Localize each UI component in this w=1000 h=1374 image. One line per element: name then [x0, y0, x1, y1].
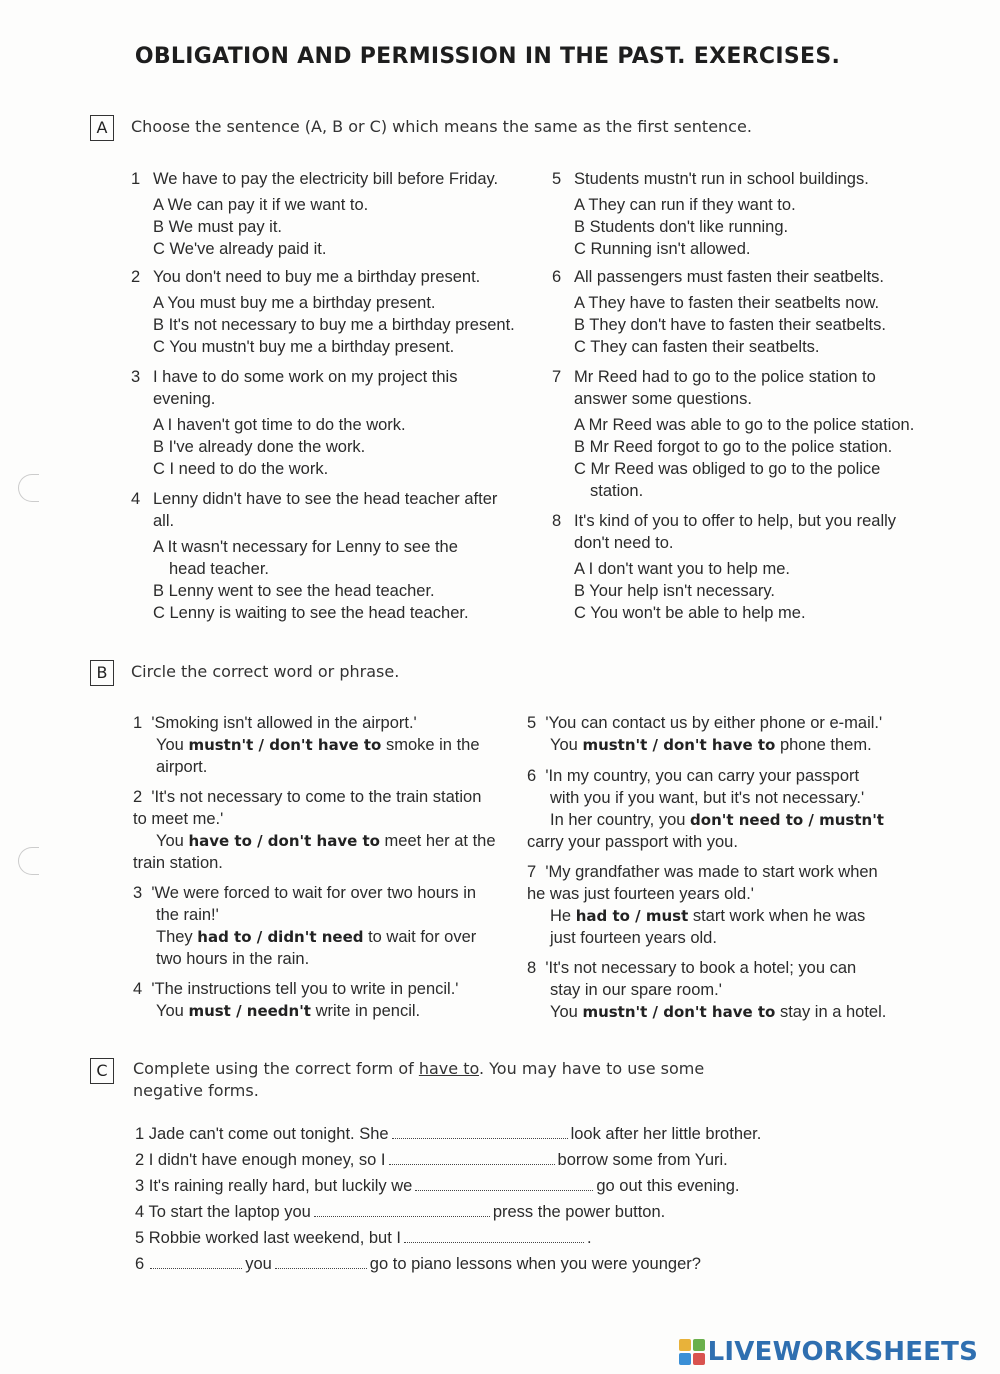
option-c[interactable]: C You won't be able to help me.: [574, 604, 806, 622]
question-b8: [527, 957, 886, 1023]
question-quote: 'My grandfather was made to start work when: [545, 863, 878, 881]
question-number: 4: [131, 490, 141, 508]
question-c4: [135, 1203, 665, 1222]
question-number: 3: [131, 368, 141, 386]
option-b[interactable]: B Students don't like running.: [574, 218, 789, 236]
option-b[interactable]: B Your help isn't necessary.: [574, 582, 775, 600]
sentence-start: You: [156, 736, 189, 754]
question-c5: [135, 1229, 592, 1248]
sentence-end: stay in a hotel.: [775, 1003, 887, 1021]
option-a[interactable]: A They have to fasten their seatbelts now.: [574, 294, 880, 312]
question-a5: [552, 168, 914, 266]
question-text: don't need to.: [574, 534, 674, 552]
question-b4: [133, 978, 458, 1022]
question-number: 8: [527, 959, 537, 977]
section-a-right-column: [552, 168, 914, 624]
choice-options[interactable]: mustn't / don't have to: [582, 736, 776, 754]
answer-blank[interactable]: [392, 1126, 568, 1139]
section-b-label: B: [90, 660, 114, 686]
sentence-end: to wait for over: [363, 928, 477, 946]
section-a-instruction: Choose the sentence (A, B or C) which means the same as the first sentence.: [131, 117, 752, 136]
option-b[interactable]: B It's not necessary to buy me a birthday present.: [153, 316, 515, 334]
option-a[interactable]: A I haven't got time to do the work.: [153, 416, 406, 434]
question-number: 2: [133, 788, 143, 806]
question-number: 1: [133, 714, 143, 732]
question-text: all.: [153, 512, 175, 530]
question-number: 5: [552, 170, 562, 188]
question-quote: 'You can contact us by either phone or e-mail.': [545, 714, 883, 732]
sentence-start: You: [156, 832, 189, 850]
question-text: You don't need to buy me a birthday present.: [153, 268, 481, 286]
option-a[interactable]: A It wasn't necessary for Lenny to see the: [153, 538, 458, 556]
instruction-text: Complete using the correct form of: [133, 1059, 419, 1078]
answer-blank[interactable]: [275, 1256, 367, 1269]
sentence-end: smoke in the: [381, 736, 480, 754]
sentence-tail: carry your passport with you.: [527, 833, 738, 851]
sentence-tail: airport.: [156, 758, 208, 776]
question-quote: the rain!': [156, 906, 219, 924]
sentence-middle: you: [245, 1255, 272, 1273]
sentence-end: start work when he was: [688, 907, 866, 925]
sentence-end: borrow some from Yuri.: [557, 1151, 728, 1169]
question-number: 5: [527, 714, 537, 732]
question-quote: 'Smoking isn't allowed in the airport.': [151, 714, 417, 732]
question-quote: 'It's not necessary to come to the train station: [151, 788, 482, 806]
sentence-start: 3 It's raining really hard, but luckily we: [135, 1177, 413, 1195]
choice-options[interactable]: don't need to / mustn't: [690, 811, 884, 829]
question-quote: 'It's not necessary to book a hotel; you can: [545, 959, 857, 977]
instruction-emphasis: have to: [418, 1059, 479, 1078]
option-b[interactable]: B Mr Reed forgot to go to the police station.: [574, 438, 893, 456]
question-text: All passengers must fasten their seatbelts.: [574, 268, 884, 286]
instruction-text: negative forms.: [133, 1081, 259, 1100]
question-quote: 'The instructions tell you to write in pencil.': [151, 980, 459, 998]
choice-options[interactable]: have to / don't have to: [188, 832, 380, 850]
question-quote: with you if you want, but it's not necessary.': [550, 789, 865, 807]
answer-blank[interactable]: [314, 1204, 490, 1217]
question-text: answer some questions.: [574, 390, 752, 408]
question-number: 6: [135, 1255, 145, 1273]
question-a4: [131, 488, 515, 624]
sentence-start: In her country, you: [550, 811, 691, 829]
answer-blank[interactable]: [415, 1178, 593, 1191]
sentence-start: You: [550, 1003, 583, 1021]
sentence-tail: just fourteen years old.: [550, 929, 717, 947]
question-b5: [527, 712, 882, 756]
question-a2: [131, 266, 515, 366]
question-number: 8: [552, 512, 562, 530]
option-c[interactable]: C Lenny is waiting to see the head teacher.: [153, 604, 469, 622]
question-b6: [527, 765, 884, 853]
sentence-start: 1 Jade can't come out tonight. She: [135, 1125, 389, 1143]
option-b[interactable]: B Lenny went to see the head teacher.: [153, 582, 435, 600]
option-a[interactable]: A We can pay it if we want to.: [153, 196, 369, 214]
question-text: Mr Reed had to go to the police station to: [574, 368, 876, 386]
section-c-instruction: [133, 1058, 704, 1102]
question-quote: 'We were forced to wait for over two hours in: [151, 884, 477, 902]
section-b-instruction: Circle the correct word or phrase.: [131, 662, 400, 681]
answer-blank[interactable]: [150, 1256, 242, 1269]
option-b[interactable]: B I've already done the work.: [153, 438, 366, 456]
question-a6: [552, 266, 914, 366]
question-quote: stay in our spare room.': [550, 981, 722, 999]
sentence-start: 4 To start the laptop you: [135, 1203, 311, 1221]
option-c[interactable]: C Mr Reed was obliged to go to the police: [574, 460, 881, 478]
question-number: 1: [131, 170, 141, 188]
sentence-end: press the power button.: [492, 1203, 666, 1221]
option-b[interactable]: B They don't have to fasten their seatbelts.: [574, 316, 886, 334]
choice-options[interactable]: mustn't / don't have to: [582, 1003, 776, 1021]
sentence-end: look after her little brother.: [570, 1125, 762, 1143]
choice-options[interactable]: must / needn't: [188, 1002, 311, 1020]
question-c6: [135, 1255, 701, 1274]
option-c[interactable]: C We've already paid it.: [153, 240, 327, 258]
sentence-end: meet her at the: [379, 832, 496, 850]
sentence-end: .: [587, 1229, 592, 1247]
question-a8: [552, 510, 914, 624]
option-a[interactable]: A I don't want you to help me.: [574, 560, 790, 578]
section-c-label: C: [90, 1058, 114, 1084]
question-quote: to meet me.': [133, 810, 224, 828]
page-title: OBLIGATION AND PERMISSION IN THE PAST. EXERCISES.: [134, 44, 841, 69]
option-a[interactable]: A They can run if they want to.: [574, 196, 796, 214]
question-number: 6: [552, 268, 562, 286]
question-quote: he was just fourteen years old.': [527, 885, 754, 903]
sentence-start: They: [156, 928, 198, 946]
logo-text: LIVEWORKSHEETS: [707, 1337, 978, 1367]
sentence-tail: train station.: [133, 854, 223, 872]
option-b[interactable]: B We must pay it.: [153, 218, 282, 236]
question-a3: [131, 366, 515, 488]
question-text: evening.: [153, 390, 216, 408]
option-c-continued[interactable]: station.: [590, 482, 644, 500]
question-b7: [527, 861, 878, 949]
logo-icon: [679, 1339, 705, 1365]
question-number: 2: [131, 268, 141, 286]
question-text: Lenny didn't have to see the head teacher after: [153, 490, 498, 508]
sentence-end: go to piano lessons when you were younger?: [369, 1255, 701, 1273]
choice-options[interactable]: mustn't / don't have to: [188, 736, 382, 754]
question-number: 7: [552, 368, 562, 386]
section-a-label: A: [90, 115, 114, 141]
punch-hole: [18, 847, 39, 875]
sentence-start: You: [550, 736, 583, 754]
answer-blank[interactable]: [404, 1230, 584, 1243]
question-number: 3: [133, 884, 143, 902]
choice-options[interactable]: had to / must: [575, 907, 689, 925]
choice-options[interactable]: had to / didn't need: [197, 928, 364, 946]
sentence-end: go out this evening.: [596, 1177, 740, 1195]
option-c[interactable]: C They can fasten their seatbelts.: [574, 338, 820, 356]
sentence-start: 2 I didn't have enough money, so I: [135, 1151, 386, 1169]
liveworksheets-logo: [679, 1338, 978, 1366]
sentence-start: 5 Robbie worked last weekend, but I: [135, 1229, 401, 1247]
section-a-left-column: [131, 168, 515, 624]
answer-blank[interactable]: [389, 1152, 555, 1165]
question-c2: [135, 1151, 728, 1170]
sentence-start: You: [156, 1002, 189, 1020]
sentence-end: phone them.: [775, 736, 872, 754]
option-c[interactable]: C Running isn't allowed.: [574, 240, 751, 258]
question-b1: [133, 712, 480, 778]
question-number: 4: [133, 980, 143, 998]
instruction-text: . You may have to use some: [478, 1059, 705, 1078]
question-text: I have to do some work on my project this: [153, 368, 458, 386]
option-a-continued[interactable]: head teacher.: [169, 560, 269, 578]
option-a[interactable]: A You must buy me a birthday present.: [153, 294, 436, 312]
question-c3: [135, 1177, 739, 1196]
sentence-start: He: [550, 907, 576, 925]
option-c[interactable]: C You mustn't buy me a birthday present.: [153, 338, 455, 356]
sentence-end: write in pencil.: [310, 1002, 421, 1020]
question-number: 6: [527, 767, 537, 785]
question-text: Students mustn't run in school buildings.: [574, 170, 869, 188]
question-number: 7: [527, 863, 537, 881]
question-a1: [131, 168, 515, 266]
question-quote: 'In my country, you can carry your passport: [545, 767, 860, 785]
question-c1: [135, 1125, 761, 1144]
punch-hole: [18, 474, 39, 502]
question-a7: [552, 366, 914, 510]
question-b3: [133, 882, 476, 970]
option-a[interactable]: A Mr Reed was able to go to the police station.: [574, 416, 915, 434]
sentence-tail: two hours in the rain.: [156, 950, 310, 968]
question-b2: [133, 786, 496, 874]
option-c[interactable]: C I need to do the work.: [153, 460, 329, 478]
question-text: It's kind of you to offer to help, but you really: [574, 512, 897, 530]
question-text: We have to pay the electricity bill before Friday.: [153, 170, 499, 188]
